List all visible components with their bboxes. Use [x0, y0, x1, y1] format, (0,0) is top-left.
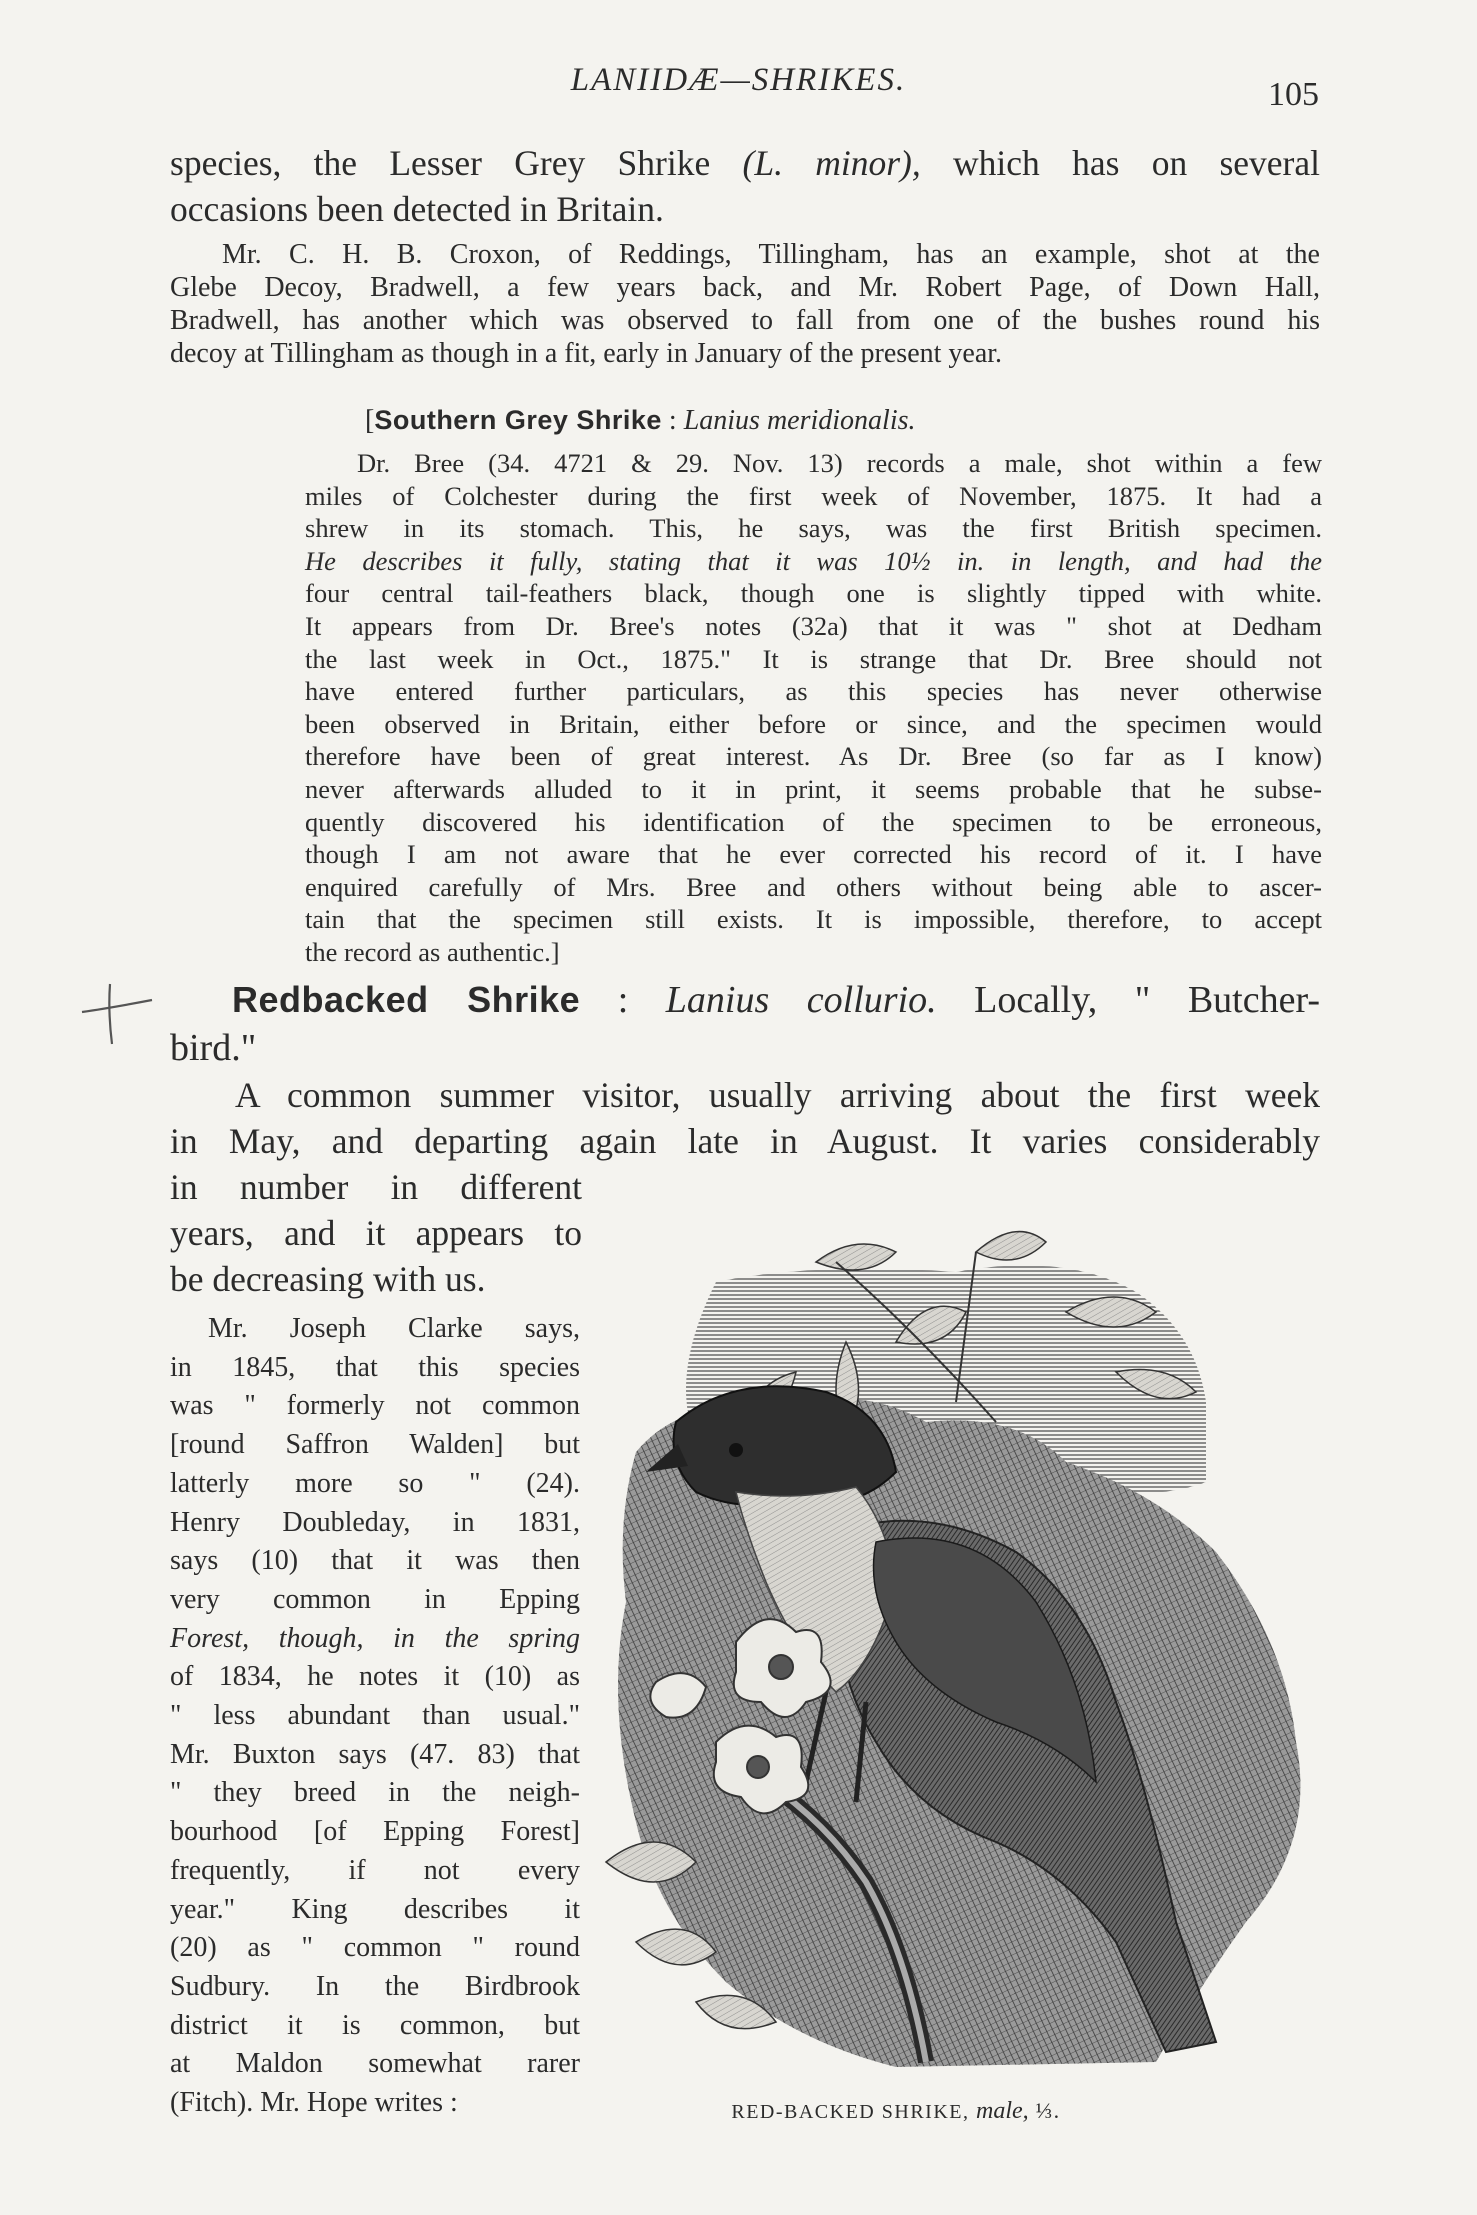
latin-name: Lanius meridionalis. [683, 405, 916, 436]
intro-line: species, the Lesser Grey Shrike (L. minor), which has on several [170, 143, 1320, 183]
text-line: [round Saffron Walden] but [170, 1429, 580, 1461]
species-name: Redbacked Shrike [232, 979, 581, 1020]
redbacked-column [170, 1310, 580, 2123]
text-line: be decreasing with us. [170, 1259, 486, 1299]
intro-line: occasions been detected in Britain. [170, 189, 664, 229]
redbacked-shrike-heading: Redbacked Shrike : Lanius collurio. Locally, " Butcher- bird." [170, 979, 1321, 1069]
text-line: in May, and departing again late in August. It varies considerably [170, 1121, 1320, 1161]
text-line: He describes it fully, stating that it was 10½ in. in length, and had the [305, 545, 1322, 576]
text-line: Mr. C. H. B. Croxon, of Reddings, Tillingham, has an example, shot at the [222, 239, 1320, 270]
text-line: frequently, if not every [170, 1854, 580, 1886]
text-line: Sudbury. In the Birdbrook [170, 1970, 580, 2002]
text-line: A common summer visitor, usually arriving about the first week [235, 1075, 1320, 1115]
text-line: enquired carefully of Mrs. Bree and others without being able to ascer- [305, 871, 1322, 902]
red-backed-shrike-illustration [596, 1222, 1338, 2070]
text-line: four central tail-feathers black, though one is slightly tipped with white. [305, 578, 1322, 609]
text-line: Mr. Joseph Clarke says, [208, 1313, 580, 1344]
text-line: It appears from Dr. Bree's notes (32a) that it was " shot at Dedham [305, 610, 1322, 641]
text-line: year." King describes it [170, 1893, 580, 1925]
text-line: " they breed in the neigh- [170, 1777, 580, 1809]
text-line: though I am not aware that he ever corrected his record of it. I have [305, 839, 1322, 870]
text-line: shrew in its stomach. This, he says, was the first British specimen. [305, 513, 1322, 544]
text-line: very common in Epping [170, 1583, 580, 1615]
text-line: Dr. Bree (34. 4721 & 29. Nov. 13) records a male, shot within a few [357, 448, 1322, 478]
text-line: in number in different [170, 1167, 582, 1207]
text-line: have entered further particulars, as this species has never otherwise [305, 676, 1322, 707]
text-line: at Maldon somewhat rarer [170, 2048, 580, 2080]
text-line: been observed in Britain, either before or since, and the specimen would [305, 708, 1322, 739]
text-line: was " formerly not common [170, 1390, 580, 1422]
text-line: the last week in Oct., 1875." It is strange that Dr. Bree should not [305, 643, 1322, 674]
text-line: (20) as " common " round [170, 1932, 580, 1964]
text-line: miles of Colchester during the first week of November, 1875. It had a [305, 480, 1322, 511]
running-head: LANIIDÆ—SHRIKES. [570, 62, 907, 98]
pencil-cross-mark-icon [80, 978, 160, 1048]
page-number: 105 [1268, 76, 1319, 113]
intro-paragraph [170, 140, 1320, 232]
text-line: years, and it appears to [170, 1213, 582, 1253]
text-line: Mr. Buxton says (47. 83) that [170, 1738, 580, 1770]
latin-name: Lanius collurio. [665, 979, 937, 1021]
text-line: latterly more so " (24). [170, 1467, 580, 1499]
text-line: " less abundant than usual." [170, 1700, 580, 1732]
text-line: Glebe Decoy, Bradwell, a few years back, and Mr. Robert Page, of Down Hall, [170, 272, 1320, 303]
southern-shrike-heading: [Southern Grey Shrike : Lanius meridionalis. [365, 405, 916, 436]
species-name: Southern Grey Shrike [374, 405, 662, 435]
text-line: says (10) that it was then [170, 1545, 580, 1577]
text-line: bourhood [of Epping Forest] [170, 1816, 580, 1848]
southern-shrike-note [305, 447, 1322, 969]
text-line: never afterwards alluded to it in print, it seems probable that he subse- [305, 773, 1322, 804]
text-line: decoy at Tillingham as though in a fit, early in January of the present year. [170, 338, 1003, 369]
text-line: the record as authentic.] [305, 936, 560, 967]
text-line: Bradwell, has another which was observed to fall from one of the bushes round his [170, 305, 1320, 336]
text-line: of 1834, he notes it (10) as [170, 1661, 580, 1693]
text-line: district it is common, but [170, 2009, 580, 2041]
text-line: Henry Doubleday, in 1831, [170, 1506, 580, 1538]
text-line: tain that the specimen still exists. It is impossible, therefore, to accept [305, 904, 1322, 935]
croxon-paragraph [170, 238, 1320, 370]
redbacked-paragraph-narrow [170, 1164, 582, 1302]
local-name: Locally, " Butcher- [936, 979, 1321, 1021]
text-line: in 1845, that this species [170, 1351, 580, 1383]
text-line: (Fitch). Mr. Hope writes : [170, 2087, 458, 2119]
text-line: Forest, though, in the spring [170, 1622, 580, 1654]
text-line: quently discovered his identification of the specimen to be erroneous, [305, 806, 1322, 837]
text-line: therefore have been of great interest. As Dr. Bree (so far as I know) [305, 741, 1322, 772]
figure-caption: RED-BACKED SHRIKE, male, ⅓. [731, 2098, 1061, 2124]
redbacked-paragraph [170, 1072, 1320, 1164]
